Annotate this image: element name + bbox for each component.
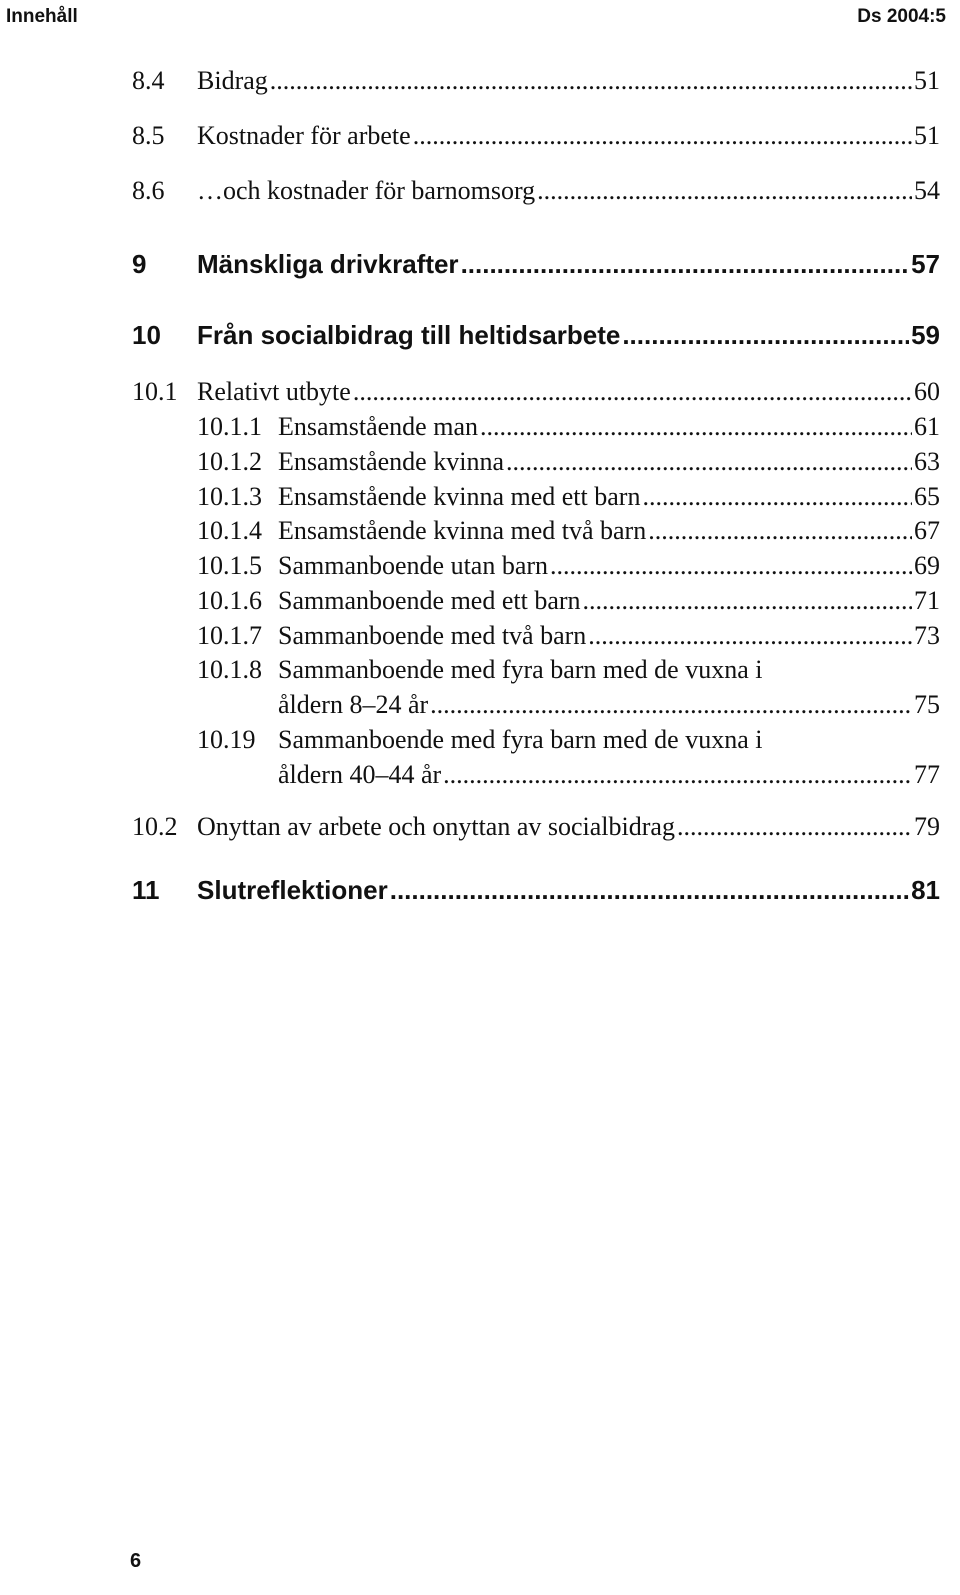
header-document-id: Ds 2004:5: [857, 6, 946, 27]
toc-entry-page: 54: [914, 176, 940, 205]
toc-entry-title: Slutreflektioner: [197, 875, 388, 905]
toc-entry-number: 10.1.8: [197, 655, 262, 684]
dot-leader: [550, 551, 912, 581]
toc-entry-title: Mänskliga drivkrafter: [197, 249, 459, 279]
toc-entry-title: Sammanboende med fyra barn med de vuxna i: [278, 725, 763, 754]
toc-entry-title: Relativt utbyte: [197, 377, 351, 406]
toc-entry-page: 60: [914, 377, 940, 406]
toc-entry-number: 8.6: [132, 176, 165, 205]
header-section-title: Innehåll: [6, 6, 78, 27]
toc-entry-page: 69: [914, 551, 940, 580]
toc-entry-page: 73: [914, 621, 940, 650]
toc-entry-page: 61: [914, 412, 940, 441]
toc-entry-page: 75: [914, 690, 940, 719]
toc-entry-number: 10.1.5: [197, 551, 262, 580]
toc-entry-title: Från socialbidrag till heltidsarbete: [197, 320, 621, 350]
dot-leader: [353, 377, 912, 407]
toc-entry-page: 65: [914, 482, 940, 511]
toc-entry-page: 59: [911, 320, 940, 350]
toc-entry-number: 8.4: [132, 66, 165, 95]
toc-entry-title: Ensamstående kvinna: [278, 447, 504, 476]
toc-entry-title: Kostnader för arbete: [197, 121, 411, 150]
dot-leader: [588, 621, 912, 651]
dot-leader: [622, 320, 909, 351]
toc-entry-title: Sammanboende med ett barn: [278, 586, 581, 615]
toc-entry-title: …och kostnader för barnomsorg: [197, 176, 536, 205]
toc-entry-number: 10.1.6: [197, 586, 262, 615]
toc-entry-number: 10.19: [197, 725, 256, 754]
toc-entry-title: Onyttan av arbete och onyttan av socialbidrag: [197, 812, 675, 841]
dot-leader: [390, 875, 909, 906]
toc-entry-number: 10.1.4: [197, 516, 262, 545]
toc-entry-title: Ensamstående kvinna med ett barn: [278, 482, 641, 511]
toc-entry-number: 10.1: [132, 377, 178, 406]
toc-entry-number: 10: [132, 320, 161, 350]
toc-entry-title: Sammanboende utan barn: [278, 551, 549, 580]
toc-entry-page: 79: [914, 812, 940, 841]
dot-leader: [430, 690, 912, 720]
toc-entry-page: 71: [914, 586, 940, 615]
page-number: 6: [130, 1550, 142, 1572]
running-header: [0, 0, 960, 32]
dot-leader: [413, 121, 912, 151]
dot-leader: [677, 812, 912, 842]
dot-leader: [270, 66, 912, 96]
toc-entry-number: 10.1.2: [197, 447, 262, 476]
toc-entry-page: 51: [914, 121, 940, 150]
dot-leader: [642, 482, 912, 512]
toc-entry-number: 9: [132, 249, 147, 279]
toc-entry-title-continuation: åldern 40–44 år: [278, 760, 442, 789]
toc-entry-page: 51: [914, 66, 940, 95]
toc-entry-page: 77: [914, 760, 940, 789]
toc-entry-number: 10.2: [132, 812, 178, 841]
toc-entry-title: Ensamstående man: [278, 412, 478, 441]
dot-leader: [480, 412, 912, 442]
toc-entry-number: 8.5: [132, 121, 165, 150]
toc-entry-page: 63: [914, 447, 940, 476]
toc-entry-number: 10.1.1: [197, 412, 262, 441]
toc-entry-title-continuation: åldern 8–24 år: [278, 690, 429, 719]
dot-leader: [648, 516, 912, 546]
toc-entry-title: Sammanboende med fyra barn med de vuxna i: [278, 655, 763, 684]
toc-entry-title: Ensamstående kvinna med två barn: [278, 516, 647, 545]
toc-entry-title: Sammanboende med två barn: [278, 621, 587, 650]
toc-entry-page: 57: [911, 249, 940, 279]
dot-leader: [461, 249, 910, 280]
dot-leader: [506, 447, 912, 477]
toc-entry-number: 10.1.7: [197, 621, 262, 650]
toc-entry-page: 67: [914, 516, 940, 545]
toc-entry-page: 81: [911, 875, 940, 905]
toc-entry-number: 11: [132, 875, 160, 905]
dot-leader: [443, 760, 912, 790]
dot-leader: [583, 586, 912, 616]
dot-leader: [537, 176, 912, 206]
toc-entry-title: Bidrag: [197, 66, 268, 95]
toc-entry-number: 10.1.3: [197, 482, 262, 511]
